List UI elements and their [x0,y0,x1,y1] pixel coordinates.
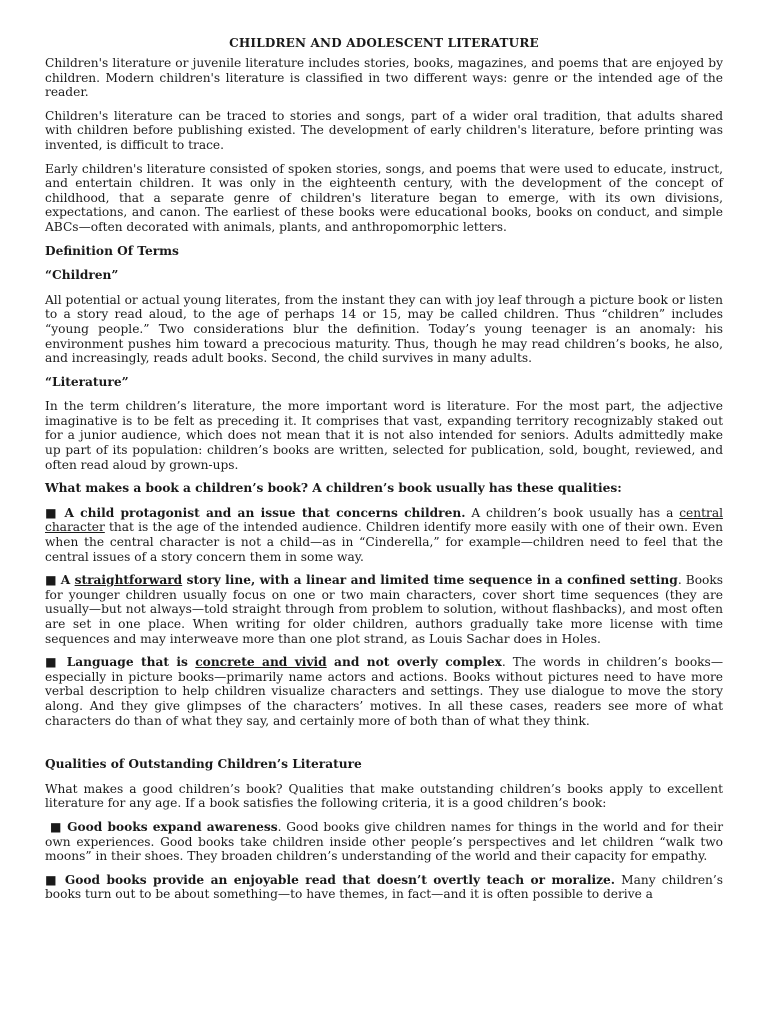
good-book-1-text: . Good books give children names for things in the world and for their own experiences. Good books take children inside other people’s perspectives and let children “walk two moons” in their shoes. They broaden children’s understanding of the world and their capacity for empathy. [45,819,724,864]
intro-paragraph-2: Children's literature can be traced to stories and songs, part of a wider oral tradition, that adults shared with children before publishing existed. The development of early children's literature, before printing was invented, is difficult to trace. [45,108,723,152]
quality-2-title-pre: A [60,573,75,588]
good-book-2-title: Good books provide an enjoyable read that doesn’t overtly teach or moralize. [64,872,616,887]
bullet-icon: ■ [45,573,57,588]
concrete-and-vivid-link[interactable]: concrete and vivid [195,655,327,670]
quality-1-pre: A children’s book usually has a [465,505,680,520]
straightforward-link[interactable]: straightforward [74,573,183,588]
intro-paragraph-3: Early children's literature consisted of spoken stories, songs, and poems that were used to educate, instruct, and entertain children. It was only in the eighteenth century, with the development of the concept of childhood, that a separate genre of children's literature began to emerge, with its own divisions, expectations, and canon. The earliest of these books were educational books, books on conduct, and simple ABCs—often decorated with animals, plants, and anthropomorphic letters. [45,161,723,234]
bullet-icon: ■ [45,505,59,520]
section-spacer [45,737,723,757]
quality-1-text: that is the age of the intended audience. Children identify more easily with one of their own. Even when the central character is not a child—as in “Cinderella,” for example—children need to feel that the central issues of a story concern them in some way. [45,520,723,564]
quality-2-text: . Books for younger children usually focus on one or two main characters, cover short time sequences (they are usually—but not always—told straight through from problem to solution, without flashbacks), and most often are set in one place. When writing for older children, authors gradually take more license with time sequences and may interweave more than one plot strand, as Louis Sachar does in Holes. [45,573,724,646]
children-heading: “Children” [45,268,119,283]
quality-3-title-pre: Language that is [66,655,196,670]
literature-heading: “Literature” [45,374,129,389]
quality-3-title-post: and not overly complex [326,655,502,670]
outstanding-intro: What makes a good children’s book? Qualities that make outstanding children’s books apply to excellent literature for any age. If a book satisfies the following criteria, it is a good children’s book: [45,781,723,811]
outstanding-heading: Qualities of Outstanding Children’s Literature [45,757,362,772]
quality-item-2 [45,573,723,646]
intro-paragraph-1: Children's literature or juvenile literature includes stories, books, magazines, and poems that are enjoyed by children. Modern children's literature is classified in two different ways: genre or the intended age of the reader. [45,56,723,100]
quality-2-title-post: story line, with a linear and limited time sequence in a confined setting [182,573,678,588]
bullet-icon: ■ [45,872,59,887]
good-book-item-1 [45,820,723,864]
quality-3-text: . The words in children’s books—especially in picture books—primarily name actors and actions. Books without pictures need to have more verbal description to help children visualize characters and settings. They use dialogue to move the story along. And they give glimpses of the characters’ motives. In all these cases, readers see more of what characters do than of what they say, and certainly more of both than of what they think. [45,655,724,728]
bullet-icon: ■ [45,655,60,670]
quality-item-3 [45,655,723,728]
bullet-icon: ■ [49,819,63,834]
good-book-2-text: Many children’s books turn out to be about something—to have themes, in fact—and it is often possible to derive a [45,872,724,902]
page-title: CHILDREN AND ADOLESCENT LITERATURE [229,36,539,50]
good-book-item-2 [45,873,723,902]
good-book-1-title: Good books expand awareness [67,819,278,834]
quality-item-1 [45,506,723,564]
children-definition: All potential or actual young literates, from the instant they can with joy leaf through a picture book or listen to a story read aloud, to the age of perhaps 14 or 15, may be called children. Thus “children” includes “young people.” Two considerations blur the definition. Today’s young teenager is an anomaly: his environment pushes him toward a precocious maturity. Thus, though he may read children’s books, he also, and increasingly, reads adult books. Second, the child survives in many adults. [45,292,723,366]
quality-1-title: A child protagonist and an issue that concerns children. [64,505,466,520]
central-character-link[interactable]: central character [45,505,724,535]
qualities-heading: What makes a book a children’s book? A children’s book usually has these qualities: [45,481,622,496]
literature-definition: In the term children’s literature, the more important word is literature. For the most part, the adjective imaginative is to be felt as preceding it. It comprises that vast, expanding territory recognizably staked out for a junior audience, which does not mean that it is not also intended for seniors. Adults admittedly make up part of its population: children’s books are written, selected for publication, sold, bought, reviewed, and often read aloud by grown-ups. [45,399,723,472]
definitions-heading: Definition Of Terms [45,243,179,258]
